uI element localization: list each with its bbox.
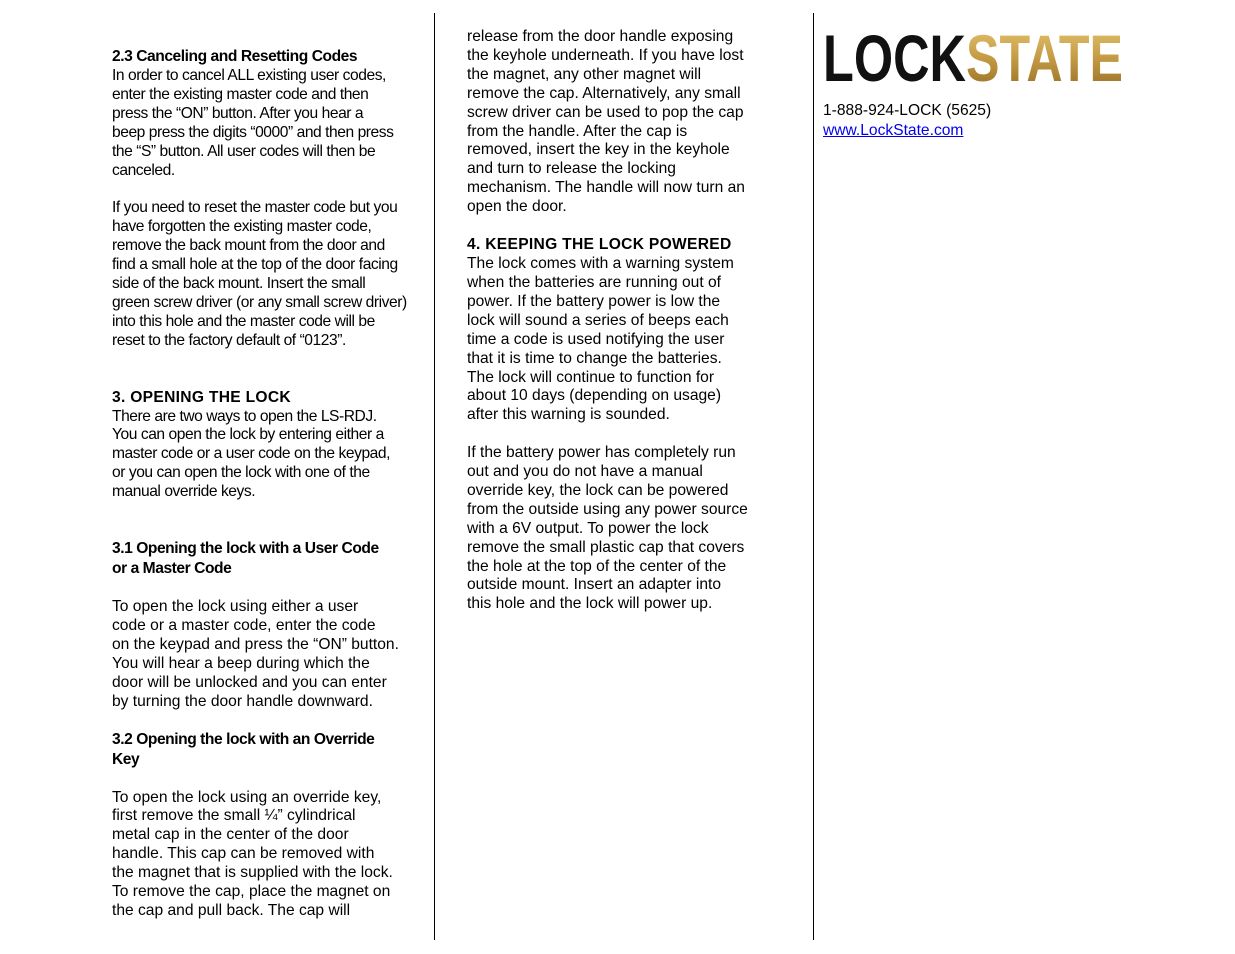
section-3-2-paragraph: To open the lock using an override key, first remove the small ¼” cylindrical metal cap in the center of the door handle. This cap can be removed with the magnet that is supplied with the lock. To remove the cap, place the magnet on the cap and pull back. The cap will: [112, 788, 393, 919]
phone-number: 1-888-924-LOCK (5625): [823, 102, 992, 119]
section-4-paragraph-2: If the battery power has completely run out and you do not have a manual override key, the lock can be powered from the outside using any power source with a 6V output. To power the lock remove the small plastic cap that covers the hole at the top of the center of the outside mount. Insert an adapter into this hole and the lock will power up.: [467, 444, 748, 613]
section-3-1-paragraph: To open the lock using either a user code or a master code, enter the code on the keypad and press the “ON” button. You will hear a beep during which the door will be unlocked and you can enter by turning the door handle downward.: [112, 598, 399, 710]
contact-info: [823, 101, 991, 140]
column-divider-2: [813, 13, 814, 940]
section-4-paragraph-1: The lock comes with a warning system when the batteries are running out of power. If the battery power is low the lock will sound a series of beeps each time a code is used notifying the user that it is time to change the batteries. The lock will continue to function for about 10 days (depending on usage) after this warning is sounded.: [467, 255, 734, 424]
column-divider-1: [434, 13, 435, 940]
section-3-2-heading: 3.2 Opening the lock with an Override Key: [112, 730, 375, 768]
column-left: [112, 47, 427, 921]
section-4-heading: 4. KEEPING THE LOCK POWERED: [467, 236, 732, 254]
section-2-3-paragraph-1: In order to cancel ALL existing user codes, enter the existing master code and then press the “ON” button. After you hear a beep press the digits “0000” and then press the “S” button. All user codes will then be canceled.: [112, 67, 394, 179]
lockstate-logo: [823, 21, 1123, 95]
section-3-1-heading: 3.1 Opening the lock with a User Code or a Master Code: [112, 540, 379, 578]
section-3-heading: 3. OPENING THE LOCK: [112, 388, 291, 406]
section-3-paragraph: There are two ways to open the LS-RDJ. You can open the lock by entering either a master code or a user code on the keypad, or you can open the lock with one of the manual override keys.: [112, 407, 391, 501]
column-middle: [467, 28, 797, 614]
website-link[interactable]: www.LockState.com: [823, 121, 964, 139]
logo-wordmark: [823, 21, 1123, 95]
section-2-3-heading: 2.3 Canceling and Resetting Codes: [112, 48, 358, 65]
section-3-2-continuation: release from the door handle exposing the keyhole underneath. If you have lost the magnet, any other magnet will remove the cap. Alternatively, any small screw driver can be used to pop the cap from the handle. After the cap is removed, insert the key in the keyhole and turn to release the locking mechanism. The handle will now turn an open the door.: [467, 28, 745, 216]
logo-state-text: STATE: [966, 21, 1123, 95]
logo-lock-text: LOCK: [823, 21, 967, 95]
section-2-3-paragraph-2: If you need to reset the master code but you have forgotten the existing master code, remove the back mount from the door and find a small hole at the top of the door facing side of the back mount. Insert the small green screw driver (or any small screw driver) into this hole and the master code will be reset to the factory default of “0123”.: [112, 199, 407, 349]
